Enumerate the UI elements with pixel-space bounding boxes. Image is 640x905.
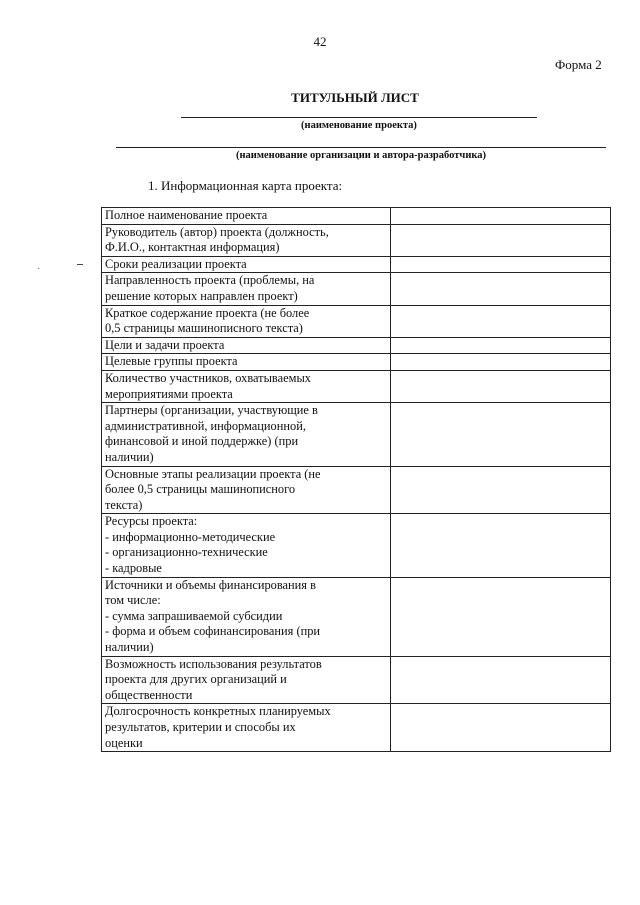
project-name-line [181, 117, 537, 118]
row-value [390, 273, 610, 305]
project-name-caption: (наименование проекта) [301, 120, 417, 131]
table-row [102, 224, 611, 256]
row-label: Ресурсы проекта: - информационно-методические - организационно-технические - кадровые [102, 514, 391, 577]
row-label: Полное наименование проекта [102, 208, 391, 225]
row-label: Целевые группы проекта [102, 354, 391, 371]
row-label: Сроки реализации проекта [102, 256, 391, 273]
row-value [390, 224, 610, 256]
row-value [390, 305, 610, 337]
row-label: Направленность проекта (проблемы, на решение которых направлен проект) [102, 273, 391, 305]
table-row [102, 514, 611, 577]
row-label: Количество участников, охватываемых мероприятиями проекта [102, 370, 391, 402]
table-row [102, 656, 611, 704]
row-value [390, 403, 610, 466]
table-row [102, 256, 611, 273]
row-value [390, 514, 610, 577]
row-label: Основные этапы реализации проекта (не более 0,5 страницы машинописного текста) [102, 466, 391, 514]
row-value [390, 466, 610, 514]
margin-dash [77, 264, 83, 265]
row-value [390, 256, 610, 273]
table-row [102, 208, 611, 225]
table-row [102, 305, 611, 337]
table-row [102, 403, 611, 466]
table-row [102, 273, 611, 305]
row-label: Партнеры (организации, участвующие в административной, информационной, финансовой и иной поддержке) (при наличии) [102, 403, 391, 466]
section-heading: 1. Информационная карта проекта: [148, 178, 343, 193]
row-label: Возможность использования результатов проекта для других организаций и общественности [102, 656, 391, 704]
page-number: 42 [313, 34, 327, 49]
org-author-line [116, 147, 606, 148]
row-value [390, 370, 610, 402]
row-value [390, 704, 610, 752]
row-value [390, 577, 610, 656]
form-label: Форма 2 [555, 57, 602, 72]
org-author-caption: (наименование организации и автора-разработчика) [235, 150, 487, 161]
row-label: Источники и объемы финансирования в том числе: - сумма запрашиваемой субсидии - форма и объем софинансирования (при наличии) [102, 577, 391, 656]
table-row [102, 577, 611, 656]
row-label: Краткое содержание проекта (не более 0,5 страницы машинописного текста) [102, 305, 391, 337]
row-label: Руководитель (автор) проекта (должность, Ф.И.О., контактная информация) [102, 224, 391, 256]
row-value [390, 656, 610, 704]
info-card-table [101, 207, 611, 752]
table-row [102, 354, 611, 371]
table-row [102, 704, 611, 752]
row-label: Долгосрочность конкретных планируемых результатов, критерии и способы их оценки [102, 704, 391, 752]
page-title: ТИТУЛЬНЫЙ ЛИСТ [291, 90, 419, 105]
table-row [102, 370, 611, 402]
margin-mark: · [37, 264, 41, 275]
row-value [390, 354, 610, 371]
table-row [102, 466, 611, 514]
row-value [390, 208, 610, 225]
row-value [390, 337, 610, 354]
table-row [102, 337, 611, 354]
row-label: Цели и задачи проекта [102, 337, 391, 354]
